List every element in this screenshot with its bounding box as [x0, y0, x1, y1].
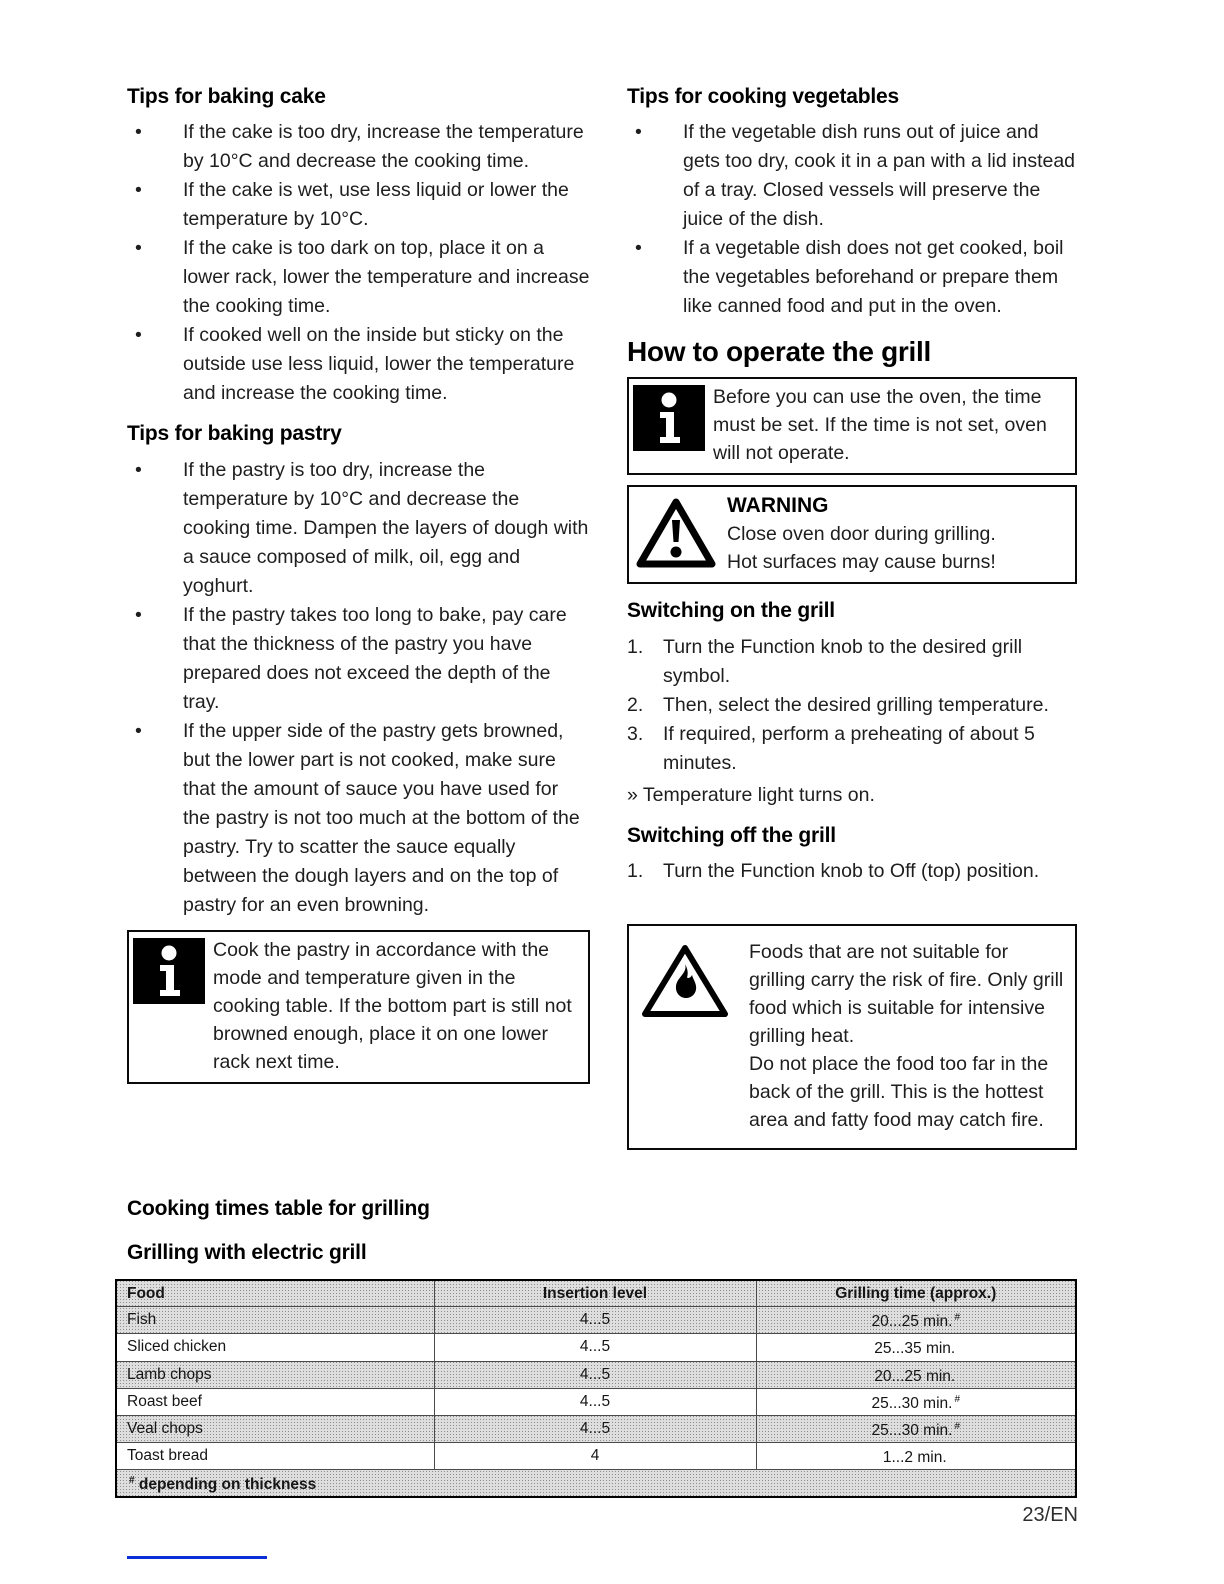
step-number: 1. [627, 859, 644, 882]
time-value: 20...25 min. [871, 1313, 953, 1331]
right-column [627, 82, 1077, 1150]
page-content [127, 82, 1077, 1498]
table-row [116, 1415, 1076, 1442]
footnote-marker: # [129, 1475, 135, 1487]
page-number: 23/EN [1022, 1504, 1078, 1526]
cake-tips-list [127, 118, 590, 408]
warning-line: Close oven door during grilling. [727, 523, 996, 546]
list-item [127, 176, 590, 234]
step-text: Then, select the desired grilling temperature. [663, 693, 1049, 716]
list-item [627, 118, 1077, 234]
fire-paragraph: Foods that are not suitable for grilling carry the risk of fire. Only grill food which is suitable for intensive grilling heat. [749, 940, 1064, 1047]
bullet-marker [127, 118, 183, 176]
table-row [116, 1388, 1076, 1415]
list-item-text: If the pastry is too dry, increase the temperature by 10°C and decrease the cooking time. Dampen the layers of dough with a sauce composed of milk, oil, egg and yoghurt. [183, 458, 589, 597]
section-heading-switch-off-grill: Switching off the grill [627, 823, 836, 847]
warning-text-block [727, 492, 996, 576]
result-line: » Temperature light turns on. [627, 783, 875, 806]
cell-level: 4...5 [434, 1361, 756, 1388]
cell-food: Lamb chops [116, 1361, 434, 1388]
step-item [627, 857, 1077, 886]
bullet-marker [127, 717, 183, 920]
table-section-heading: Cooking times table for grilling [127, 1196, 430, 1220]
note-text: Cook the pastry in accordance with the mode and temperature given in the cooking table. If the bottom part is still not browned enough, place it on one lower rack next time. [213, 938, 572, 1073]
column-header-insertion-level: Insertion level [434, 1280, 756, 1307]
table-subheading: Grilling with electric grill [127, 1241, 367, 1264]
time-value: 25...35 min. [874, 1340, 956, 1358]
step-text: Turn the Function knob to Off (top) position. [663, 859, 1040, 882]
footer-rule [127, 1556, 267, 1559]
time-value: 1...2 min. [882, 1449, 947, 1467]
grilling-times-table [115, 1279, 1077, 1498]
list-item [627, 234, 1077, 321]
footnote-marker: # [954, 1393, 961, 1405]
note-text-block [213, 936, 580, 1076]
footnote-cell [116, 1470, 1076, 1498]
list-item-text: If the cake is too dark on top, place it on a lower rack, lower the temperature and increase the cooking time. [183, 237, 590, 318]
column-header-grilling-time: Grilling time (approx.) [756, 1280, 1076, 1307]
list-item-text: If the vegetable dish runs out of juice and gets too dry, cook it in a pan with a lid instead of a tray. Closed vessels will preserve the juice of the dish. [683, 121, 1076, 231]
cell-food: Roast beef [116, 1388, 434, 1415]
cell-time [756, 1388, 1076, 1415]
section-heading-baking-cake: Tips for baking cake [127, 85, 326, 108]
list-item [127, 118, 590, 176]
step-item [627, 633, 1077, 691]
step-number: 3. [627, 722, 644, 745]
pastry-tips-list [127, 456, 590, 920]
bullet-marker [127, 456, 183, 601]
bullet-marker [127, 601, 183, 717]
table-row [116, 1334, 1076, 1361]
column-header-food: Food [116, 1280, 434, 1307]
table-footnote-row [116, 1470, 1076, 1498]
cooking-times-section [127, 1196, 1077, 1499]
table-row [116, 1443, 1076, 1470]
time-value: 25...30 min. [871, 1394, 953, 1412]
cell-level: 4 [434, 1443, 756, 1470]
step-item [627, 720, 1077, 778]
list-item-text: If the cake is wet, use less liquid or lower the temperature by 10°C. [183, 179, 569, 231]
fire-paragraph: Do not place the food too far in the back of the grill. This is the hottest area and fatty food may catch fire. [749, 1052, 1049, 1131]
step-text: Turn the Function knob to the desired grill symbol. [663, 635, 1023, 687]
cell-food: Toast bread [116, 1443, 434, 1470]
bullet-marker [627, 118, 683, 234]
note-text-block [713, 383, 1067, 467]
time-value: 25...30 min. [871, 1422, 953, 1440]
cell-time [756, 1361, 1076, 1388]
switch-on-steps [627, 633, 1077, 778]
cell-time [756, 1415, 1076, 1442]
fire-triangle-icon [641, 942, 729, 1134]
bullet-marker [627, 234, 683, 321]
list-item [127, 456, 590, 601]
list-item-text: If cooked well on the inside but sticky on the outside use less liquid, lower the temperature and increase the cooking time. [183, 324, 575, 405]
cell-time [756, 1443, 1076, 1470]
cell-food: Fish [116, 1307, 434, 1334]
vegetable-tips-list [627, 118, 1077, 321]
fire-text-block [749, 938, 1065, 1134]
bullet-marker [127, 176, 183, 234]
list-item-text: If the upper side of the pastry gets browned, but the lower part is not cooked, make sure that the amount of sauce you have used for the pastry is not too much at the bottom of the pastry. Try to scatter the sauce equally between the dough layers and on the top of pastry for an even browning. [183, 719, 580, 916]
cell-food: Sliced chicken [116, 1334, 434, 1361]
section-heading-cooking-vegetables: Tips for cooking vegetables [627, 85, 899, 108]
footnote-text: depending on thickness [138, 1476, 317, 1494]
left-column [127, 82, 590, 1094]
list-item-text: If the pastry takes too long to bake, pay care that the thickness of the pastry you have prepared does not exceed the depth of the tray. [183, 603, 567, 713]
warning-box [627, 485, 1077, 584]
chapter-heading-operate-grill: How to operate the grill [627, 336, 931, 368]
time-set-info-box [627, 377, 1077, 475]
cell-food: Veal chops [116, 1415, 434, 1442]
bullet-marker [127, 234, 183, 321]
cell-level: 4...5 [434, 1307, 756, 1334]
cell-level: 4...5 [434, 1415, 756, 1442]
warning-line: Hot surfaces may cause burns! [727, 551, 996, 574]
fire-warning-box [627, 924, 1077, 1150]
step-text: If required, perform a preheating of about 5 minutes. [663, 722, 1035, 774]
footnote-marker: # [954, 1312, 961, 1324]
cell-level: 4...5 [434, 1334, 756, 1361]
bullet-marker [127, 321, 183, 408]
list-item [127, 234, 590, 321]
table-header-row [116, 1280, 1076, 1307]
table-row [116, 1361, 1076, 1388]
pastry-info-box [127, 930, 590, 1084]
time-value: 20...25 min. [874, 1367, 956, 1385]
list-item-text: If the cake is too dry, increase the temperature by 10°C and decrease the cooking time. [183, 121, 584, 173]
footnote-marker: # [954, 1420, 961, 1432]
cell-time [756, 1307, 1076, 1334]
list-item [127, 601, 590, 717]
info-icon [633, 385, 705, 467]
section-heading-switch-on-grill: Switching on the grill [627, 599, 835, 623]
note-text: Before you can use the oven, the time must be set. If the time is not set, oven will not operate. [713, 386, 1047, 465]
warning-triangle-icon [635, 496, 717, 576]
step-number: 2. [627, 693, 644, 716]
warning-title: WARNING [727, 494, 829, 518]
table-row [116, 1307, 1076, 1334]
cell-time [756, 1334, 1076, 1361]
cell-level: 4...5 [434, 1388, 756, 1415]
list-item-text: If a vegetable dish does not get cooked, boil the vegetables beforehand or prepare them like canned food and put in the oven. [683, 237, 1064, 318]
info-icon [133, 938, 205, 1076]
step-item [627, 691, 1077, 720]
list-item [127, 717, 590, 920]
section-heading-baking-pastry: Tips for baking pastry [127, 422, 342, 446]
list-item [127, 321, 590, 408]
step-number: 1. [627, 635, 644, 658]
